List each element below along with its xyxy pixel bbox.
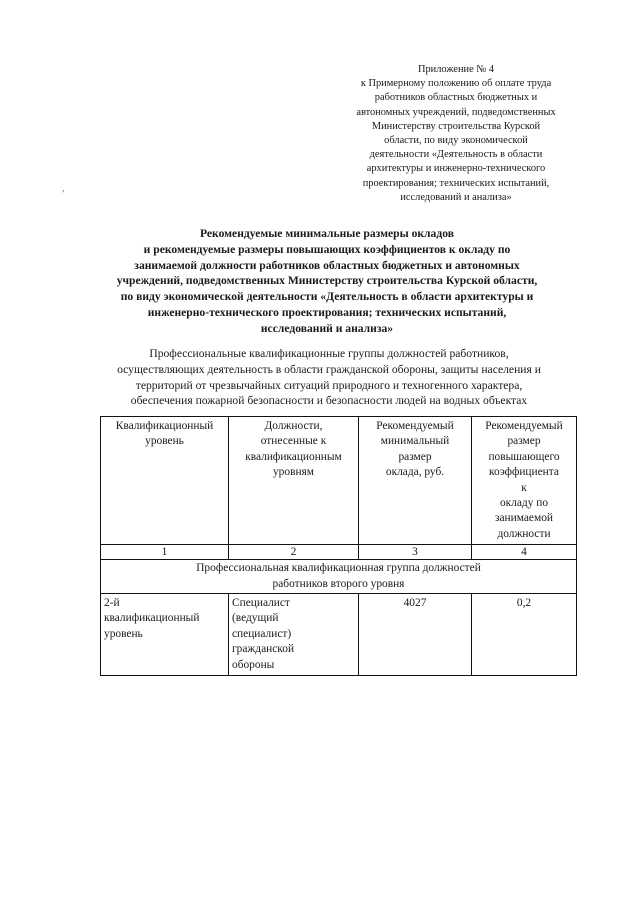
scan-speck: , — [62, 183, 65, 193]
cell-level: 2-й квалификационный уровень — [101, 594, 229, 676]
appendix-line: деятельности «Деятельность в области — [369, 149, 543, 161]
appendix-line: проектирования; технических испытаний, — [362, 177, 550, 189]
title-line: и рекомендуемые размеры повышающих коэффициентов к окладу по — [143, 242, 511, 256]
table-header-row — [101, 417, 577, 545]
appendix-header — [338, 63, 574, 205]
group-title: Профессиональная квалификационная группа должностей работников второго уровня — [101, 560, 577, 594]
header-cell-coefficient: Рекомендуемый размер повышающего коэффициента к окладу по занимаемой должности — [472, 417, 577, 545]
appendix-line: к Примерному положению об оплате труда — [360, 78, 552, 90]
column-number: 2 — [229, 545, 359, 560]
cell-salary: 4027 — [359, 594, 472, 676]
column-number-row — [101, 545, 577, 560]
appendix-line: исследований и анализа» — [400, 191, 512, 203]
title-line: по виду экономической деятельности «Деятельность в области архитектуры и — [120, 290, 534, 304]
header-cell-positions: Должности, отнесенные к квалификационным уровням — [229, 417, 359, 545]
appendix-line: автономных учреждений, подведомственных — [356, 106, 556, 118]
appendix-line: Приложение № 4 — [417, 64, 495, 75]
header-cell-level: Квалификационный уровень — [101, 417, 229, 545]
column-number: 1 — [101, 545, 229, 560]
title-line: инженерно-технического проектирования; технических испытаний, — [147, 305, 507, 319]
title-line: занимаемой должности работников областных бюджетных и автономных — [134, 258, 520, 272]
subtitle-line: обеспечения пожарной безопасности и безопасности людей на водных объектах — [130, 394, 528, 408]
section-subtitle — [84, 346, 574, 409]
column-number: 4 — [472, 545, 577, 560]
title-line: Рекомендуемые минимальные размеры окладов — [199, 227, 454, 240]
appendix-line: архитектуры и инженерно-технического — [366, 163, 546, 175]
subtitle-line: Профессиональные квалификационные группы должностей работников, — [149, 347, 509, 360]
appendix-line: Министерству строительства Курской — [371, 120, 541, 132]
cell-position: Специалист (ведущий специалист) гражданской обороны — [229, 594, 359, 676]
header-cell-salary: Рекомендуемый минимальный размер оклада, руб. — [359, 417, 472, 545]
subtitle-line: осуществляющих деятельность в области гражданской обороны, защиты населения и — [117, 362, 541, 376]
title-line: учреждений, подведомственных Министерству строительства Курской области, — [116, 274, 538, 288]
appendix-line: работников областных бюджетных и — [374, 92, 538, 104]
title-line: исследований и анализа» — [260, 321, 394, 335]
cell-coefficient: 0,2 — [472, 594, 577, 676]
salary-table — [100, 416, 577, 676]
table-row — [101, 594, 577, 676]
group-title-row — [101, 560, 577, 594]
appendix-line: области, по виду экономической — [384, 135, 528, 147]
subtitle-line: территорий от чрезвычайных ситуаций природного и техногенного характера, — [135, 378, 523, 392]
document-title — [82, 226, 572, 337]
column-number: 3 — [359, 545, 472, 560]
